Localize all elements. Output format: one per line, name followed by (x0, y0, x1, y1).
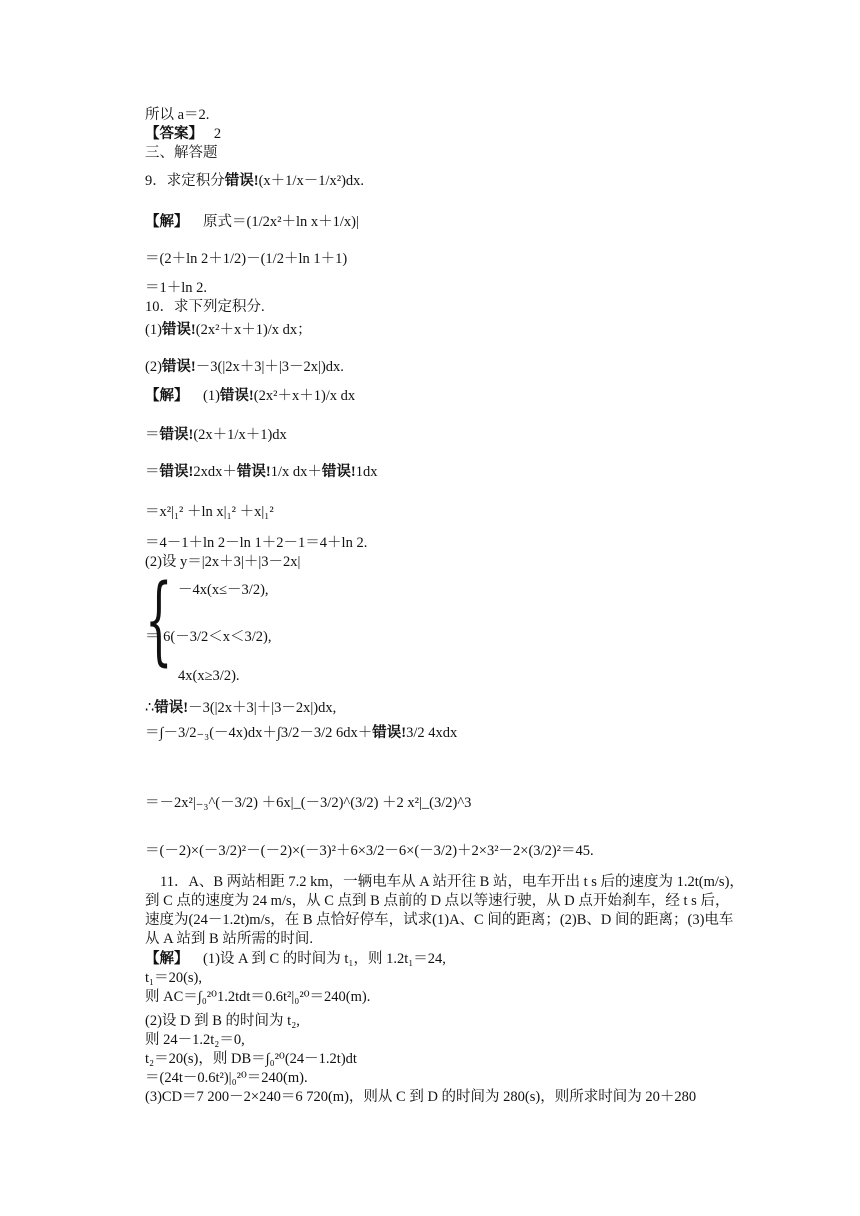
solution-10-line-6 (145, 699, 336, 717)
error-marker: 错误! (236, 464, 271, 480)
solution-10-line-2 (145, 426, 287, 444)
piecewise-definition: (2)设 y＝|2x＋3|＋|3－2x| (145, 554, 301, 570)
error-marker: 错误! (372, 725, 407, 741)
solution-11-line-7: ＝(24t－0.6t²)|₀²⁰＝240(m). (145, 1070, 308, 1086)
problem-9 (145, 172, 364, 190)
answer-label: 【答案】 (145, 126, 203, 142)
equals: ＝ (145, 464, 160, 480)
solution-9-line-3: ＝1＋ln 2. (145, 280, 208, 296)
formula: 原式＝(1/2x²＋ln x＋1/x)| (203, 214, 359, 230)
solution-10-line-4: ＝x²|₁² ＋ln x|₁² ＋x|₁² (145, 504, 274, 520)
problem-11-line-1: 11．A、B 两站相距 7.2 km，一辆电车从 A 站开往 B 站，电车开出 t s 后的速度为 1.2t(m/s)， (160, 874, 744, 890)
solution-10-line-8: ＝－2x²|₋₃^(－3/2) ＋6x|_(－3/2)^(3/2) ＋2 x²|_(3/2)^3 (145, 795, 472, 811)
solution-label: 【解】 (145, 951, 189, 967)
solution-11-line-8: (3)CD＝7 200－2×240＝6 720(m)，则从 C 到 D 的时间为 280(s)，则所求时间为 20＋280 (145, 1089, 697, 1105)
integrand: 3/2 4xdx (406, 725, 458, 741)
piecewise-case-3: 4x(x≥3/2). (178, 668, 240, 684)
part-number: (1) (145, 322, 162, 338)
integrand: (2x＋1/x＋1)dx (193, 427, 287, 443)
solution-10-line-9: ＝(－2)×(－3/2)²－(－2)×(－3)²＋6×3/2－6×(－3/2)＋2×3²－2×(3/2)²＝45. (145, 843, 594, 859)
solution-9-line-2: ＝(2＋ln 2＋1/2)－(1/2＋ln 1＋1) (145, 251, 348, 267)
solution-11-line-2: t₁＝20(s), (145, 970, 203, 986)
term: 1dx (355, 464, 378, 480)
integrand: (2x²＋x＋1)/x dx； (195, 322, 312, 338)
solution-11-line-3: 则 AC＝∫₀²⁰1.2tdt＝0.6t²|₀²⁰＝240(m). (145, 989, 371, 1005)
integrand: －3(|2x＋3|＋|3－2x|)dx, (188, 700, 337, 716)
integral-sum: ＝∫－3/2₋₃(－4x)dx＋∫3/2－3/2 6dx＋ (145, 725, 373, 741)
solution-10-line-7 (145, 724, 457, 742)
solution-10-line-1 (145, 387, 355, 405)
left-brace: { (145, 564, 173, 676)
formula: (1)设 A 到 C 的时间为 t₁，则 1.2t₁＝24, (203, 951, 446, 967)
piecewise-case-2: ＝ 6(－3/2＜x＜3/2), (145, 629, 272, 645)
solution-9-line-1 (145, 213, 359, 231)
problem-11-line-3: 速度为(24－1.2t)m/s，在 B 点恰好停车，试求(1)A、C 间的距离；(2)B、D 间的距离；(3)电车 (145, 912, 734, 928)
solution-11-line-5: 则 24－1.2t₂＝0, (145, 1032, 245, 1048)
solution-11-line-1 (145, 950, 446, 968)
term: 2xdx＋ (193, 464, 237, 480)
solution-11-line-4: (2)设 D 到 B 的时间为 t₂, (145, 1013, 300, 1029)
problem-10-part-2 (145, 358, 344, 376)
problem-10-part-1 (145, 321, 312, 339)
problem-11-line-4: 从 A 站到 B 站所需的时间. (145, 931, 313, 947)
section-heading: 三、解答题 (145, 145, 218, 161)
answer-line (145, 125, 221, 143)
solution-10-line-5: ＝4－1＋ln 2－ln 1＋2－1＝4＋ln 2. (145, 535, 368, 551)
error-marker: 错误! (321, 464, 356, 480)
term: 1/x dx＋ (270, 464, 322, 480)
error-marker: 错误! (154, 700, 189, 716)
part-number: (2) (145, 359, 162, 375)
problem-text: 9．求定积分 (145, 173, 225, 189)
piecewise-case-1: －4x(x≤－3/2), (178, 582, 269, 598)
problem-11-line-2: 到 C 点的速度为 24 m/s，从 C 点到 B 点前的 D 点以等速行驶，从 D 点开始刹车，经 t s 后， (145, 893, 730, 909)
error-marker: 错误! (161, 322, 196, 338)
answer-value: 2 (213, 126, 222, 142)
solution-label: 【解】 (145, 214, 189, 230)
problem-10: 10．求下列定积分. (145, 299, 265, 315)
part-number: (1) (203, 388, 220, 404)
error-marker: 错误! (159, 464, 194, 480)
error-marker: 错误! (224, 173, 259, 189)
integrand: (2x²＋x＋1)/x dx (253, 388, 356, 404)
equals: ＝ (145, 427, 160, 443)
error-marker: 错误! (159, 427, 194, 443)
therefore-sign: ∴ (145, 700, 155, 716)
solution-10-line-3 (145, 463, 377, 481)
error-marker: 错误! (161, 359, 196, 375)
integrand: －3(|2x＋3|＋|3－2x|)dx. (195, 359, 344, 375)
error-marker: 错误! (219, 388, 254, 404)
integrand: (x＋1/x－1/x²)dx. (258, 173, 365, 189)
text-line: 所以 a＝2. (145, 107, 210, 123)
solution-11-line-6: t₂＝20(s)，则 DB＝∫₀²⁰(24－1.2t)dt (145, 1051, 357, 1067)
solution-label: 【解】 (145, 388, 189, 404)
